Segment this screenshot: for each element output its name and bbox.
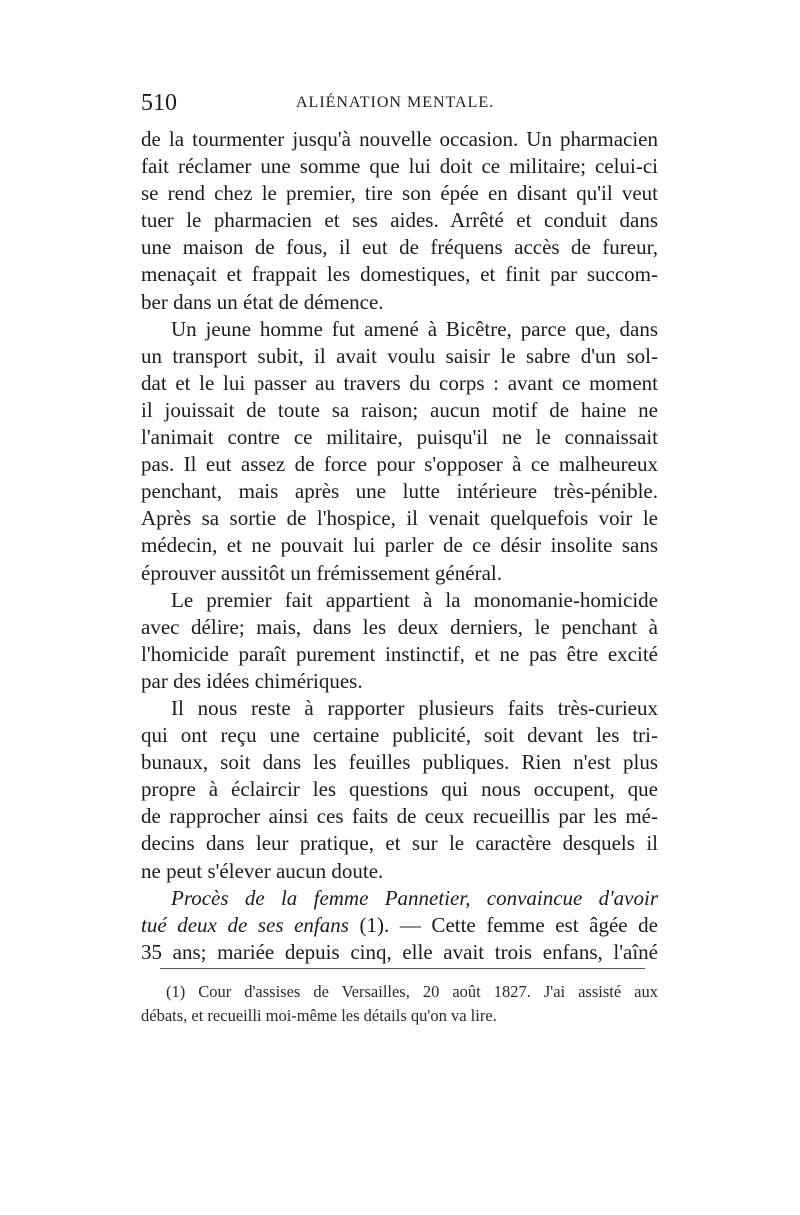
text-line: médecin, et ne pouvait lui parler de ce désir insolite sans	[141, 533, 658, 558]
footnote-divider	[160, 968, 645, 969]
section-title-line: Procès de la femme Pannetier, convaincue d'avoir	[171, 885, 658, 910]
text-line: éprouver aussitôt un frémissement général.	[141, 560, 502, 585]
text-line: avec délire; mais, dans les deux derniers, le penchant à	[141, 614, 658, 639]
text-line: bunaux, soit dans les feuilles publiques. Rien n'est plus	[141, 750, 658, 775]
text-line: 35 ans; mariée depuis cinq, elle avait trois enfans, l'aîné	[141, 939, 658, 964]
section-title-italic: tué deux de ses enfans	[141, 912, 349, 937]
page-header	[0, 84, 800, 118]
text-line: propre à éclaircir les questions qui nous occupent, que	[141, 777, 658, 802]
footnote-line: (1) Cour d'assises de Versailles, 20 août 1827. J'ai assisté aux	[166, 982, 658, 1001]
text-line: Le premier fait appartient à la monomanie-homicide	[171, 587, 658, 612]
section-title-rest: (1). — Cette femme est âgée de	[348, 912, 658, 937]
text-line: Un jeune homme fut amené à Bicêtre, parce que, dans	[171, 316, 658, 341]
text-line: une maison de fous, il eut de fréquens accès de fureur,	[141, 235, 658, 260]
text-line: penchant, mais après une lutte intérieure très-pénible.	[141, 479, 658, 504]
text-line: il jouissait de toute sa raison; aucun motif de haine ne	[141, 397, 658, 422]
text-line: de rapprocher ainsi ces faits de ceux recueillis par les mé-	[141, 804, 658, 829]
text-line: pas. Il eut assez de force pour s'opposer à ce malheureux	[141, 452, 658, 477]
body-text	[141, 126, 658, 966]
text-line: un transport subit, il avait voulu saisir le sabre d'un sol-	[141, 343, 658, 368]
footnote	[141, 980, 658, 1028]
text-line: fait réclamer une somme que lui doit ce militaire; celui-ci	[141, 154, 658, 179]
text-line: menaçait et frappait les domestiques, et finit par succom-	[141, 262, 658, 287]
footnote-line: débats, et recueilli moi-même les détails qu'on va lire.	[141, 1006, 497, 1025]
text-line: par des idées chimériques.	[141, 668, 363, 693]
text-line: se rend chez le premier, tire son épée en disant qu'il veut	[141, 181, 658, 206]
text-line: decins dans leur pratique, et sur le caractère desquels il	[141, 831, 658, 856]
page-number: 510	[141, 90, 177, 116]
text-line	[141, 912, 658, 939]
text-line: Il nous reste à rapporter plusieurs faits très-curieux	[171, 695, 658, 720]
running-title: ALIÉNATION MENTALE.	[296, 94, 495, 111]
text-line: dat et le lui passer au travers du corps : avant ce moment	[141, 370, 658, 395]
text-line: ne peut s'élever aucun doute.	[141, 858, 384, 883]
text-line: de la tourmenter jusqu'à nouvelle occasion. Un pharmacien	[141, 127, 658, 151]
text-line: ber dans un état de démence.	[141, 289, 384, 314]
text-line: l'homicide paraît purement instinctif, et ne pas être excité	[141, 641, 658, 666]
text-line: Après sa sortie de l'hospice, il venait quelquefois voir le	[141, 506, 658, 531]
text-line: qui ont reçu une certaine publicité, soit devant les tri-	[141, 723, 658, 748]
text-line: l'animait contre ce militaire, puisqu'il ne le connaissait	[141, 425, 658, 450]
text-line: tuer le pharmacien et ses aides. Arrêté et conduit dans	[141, 208, 658, 233]
